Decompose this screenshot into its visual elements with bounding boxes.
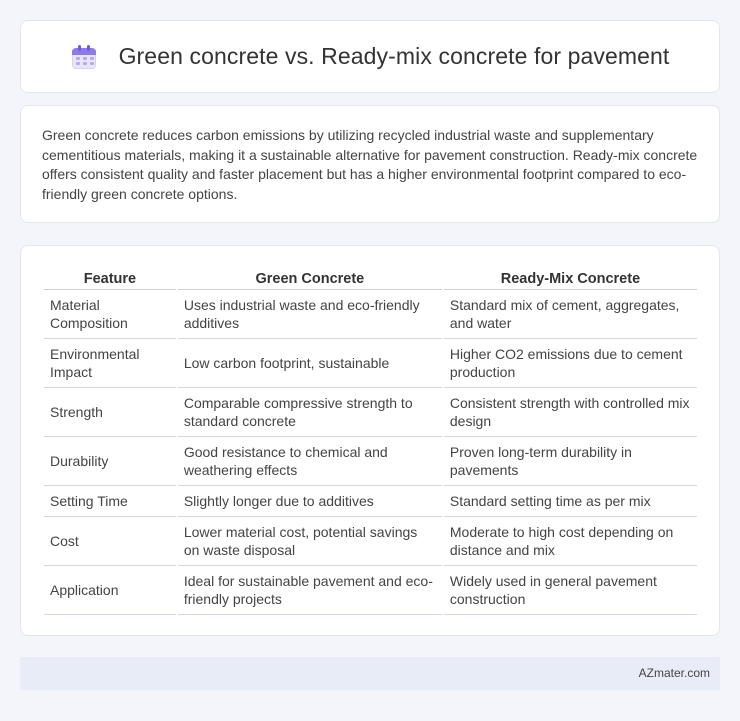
table-row (44, 486, 697, 517)
table-row (44, 388, 697, 437)
header-green-concrete: Green Concrete (178, 267, 442, 290)
green-concrete-cell: Lower material cost, potential savings on waste disposal (178, 517, 442, 566)
description-text: Green concrete reduces carbon emissions by utilizing recycled industrial waste and supplementary cementitious materials, making it a sustainable alternative for pavement construction. Ready-mix concrete offers consistent quality and faster placement but has a higher environmental footprint compared to eco-friendly green concrete options. (42, 127, 698, 202)
table-row (44, 517, 697, 566)
ready-mix-cell: Standard mix of cement, aggregates, and water (444, 290, 697, 339)
green-concrete-cell: Ideal for sustainable pavement and eco-friendly projects (178, 566, 442, 615)
ready-mix-cell: Proven long-term durability in pavements (444, 437, 697, 486)
page-title: Green concrete vs. Ready-mix concrete for pavement (118, 43, 670, 69)
header-ready-mix-concrete: Ready-Mix Concrete (444, 267, 697, 290)
ready-mix-cell: Higher CO2 emissions due to cement production (444, 339, 697, 388)
table-row (44, 566, 697, 615)
source-label: AZmater.com (638, 666, 710, 680)
table-header-row (44, 267, 697, 290)
calendar-icon (71, 44, 97, 70)
green-concrete-cell: Good resistance to chemical and weathering effects (178, 437, 442, 486)
header-feature: Feature (44, 267, 176, 290)
title-wrap (71, 43, 670, 70)
ready-mix-cell: Widely used in general pavement construction (444, 566, 697, 615)
comparison-table-card (20, 245, 720, 636)
comparison-table (42, 267, 699, 615)
table-row (44, 290, 697, 339)
feature-cell: Setting Time (44, 486, 176, 517)
ready-mix-cell: Consistent strength with controlled mix design (444, 388, 697, 437)
feature-cell: Strength (44, 388, 176, 437)
title-card (20, 20, 720, 93)
feature-cell: Material Composition (44, 290, 176, 339)
feature-cell: Durability (44, 437, 176, 486)
table-row (44, 339, 697, 388)
green-concrete-cell: Low carbon footprint, sustainable (178, 339, 442, 388)
feature-cell: Application (44, 566, 176, 615)
feature-cell: Cost (44, 517, 176, 566)
feature-cell: Environmental Impact (44, 339, 176, 388)
ready-mix-cell: Moderate to high cost depending on distance and mix (444, 517, 697, 566)
green-concrete-cell: Slightly longer due to additives (178, 486, 442, 517)
green-concrete-cell: Uses industrial waste and eco-friendly additives (178, 290, 442, 339)
footer-bar (20, 657, 720, 690)
table-row (44, 437, 697, 486)
description-card (20, 105, 720, 223)
green-concrete-cell: Comparable compressive strength to standard concrete (178, 388, 442, 437)
ready-mix-cell: Standard setting time as per mix (444, 486, 697, 517)
